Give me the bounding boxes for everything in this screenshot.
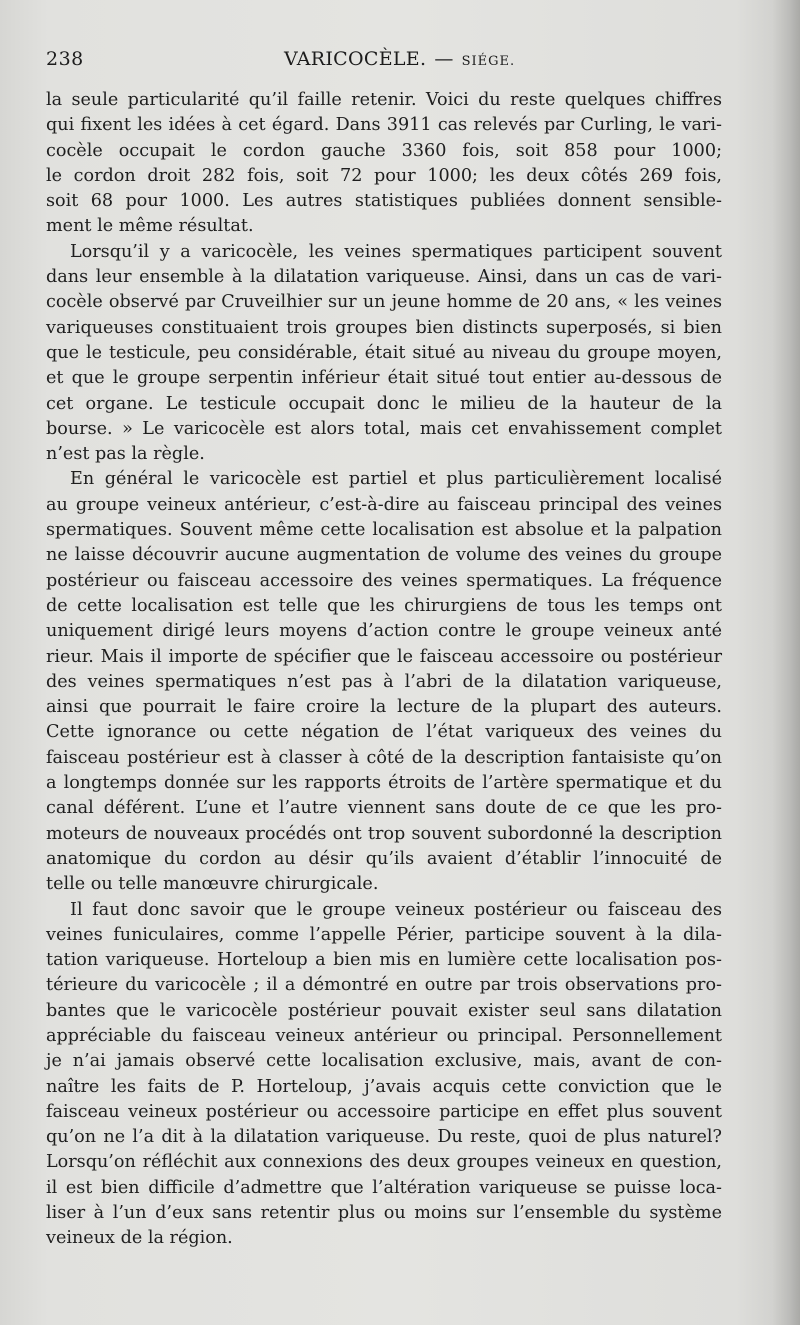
text-line: anatomique du cordon au désir qu’ils avaient d’établir l’innocuité de bbox=[46, 848, 722, 869]
text-line: ne laisse découvrir aucune augmentation de volume des veines du groupe bbox=[46, 545, 722, 566]
running-title bbox=[284, 48, 515, 70]
paragraph bbox=[46, 898, 722, 1252]
text-line: la seule particularité qu’il faille retenir. Voici du reste quelques chiffres bbox=[46, 90, 722, 110]
text-line: dans leur ensemble à la dilatation variqueuse. Ainsi, dans un cas de vari- bbox=[46, 267, 722, 288]
paragraph bbox=[46, 240, 722, 468]
text-line: appréciable du faisceau veineux antérieur ou principal. Personnellement bbox=[46, 1025, 722, 1046]
text-line: canal déférent. L’une et l’autre viennent sans doute de ce que les pro- bbox=[46, 798, 722, 819]
text-line: a longtemps donnée sur les rapports étroits de l’artère spermatique et du bbox=[46, 773, 722, 794]
text-line: Lorsqu’on réfléchit aux connexions des deux groupes veineux en question, bbox=[46, 1152, 722, 1173]
text-line: de cette localisation est telle que les chirurgiens de tous les temps ont bbox=[46, 595, 722, 616]
text-line: faisceau postérieur est à classer à côté de la description fantaisiste qu’on bbox=[46, 747, 722, 768]
paragraph bbox=[46, 467, 722, 897]
text-line: tation variqueuse. Horteloup a bien mis en lumière cette localisation pos- bbox=[46, 950, 722, 971]
text-line: En général le varicocèle est partiel et plus particulièrement localisé bbox=[70, 469, 722, 490]
text-line: postérieur ou faisceau accessoire des veines spermatiques. La fréquence bbox=[46, 570, 722, 591]
text-line: soit 68 pour 1000. Les autres statistiques publiées donnent sensible- bbox=[46, 191, 722, 212]
text-line: veines funiculaires, comme l’appelle Périer, participe souvent à la dila- bbox=[46, 924, 722, 945]
page-gutter-shadow bbox=[772, 0, 800, 1325]
page-number: 238 bbox=[46, 48, 84, 70]
running-title-separator: — bbox=[434, 48, 454, 70]
text-line: spermatiques. Souvent même cette localisation est absolue et la palpation bbox=[46, 520, 722, 541]
text-line: bourse. » Le varicocèle est alors total, mais cet envahissement complet bbox=[46, 418, 722, 439]
text-line: rieur. Mais il importe de spécifier que le faisceau accessoire ou postérieur bbox=[46, 646, 722, 667]
text-line: variqueuses constituaient trois groupes bien distincts superposés, si bien bbox=[46, 317, 722, 338]
text-line: qu’on ne l’a dit à la dilatation variqueuse. Du reste, quoi de plus naturel? bbox=[46, 1127, 722, 1148]
text-line: il est bien difficile d’admettre que l’altération variqueuse se puisse loca- bbox=[46, 1177, 722, 1198]
running-title-main: VARICOCÈLE. bbox=[284, 48, 427, 70]
text-line: des veines spermatiques n’est pas à l’abri de la dilatation variqueuse, bbox=[46, 671, 722, 692]
text-line: térieure du varicocèle ; il a démontré en outre par trois observations pro- bbox=[46, 975, 722, 996]
text-line: le cordon droit 282 fois, soit 72 pour 1000; les deux côtés 269 fois, bbox=[46, 165, 722, 186]
text-line: telle ou telle manœuvre chirurgicale. bbox=[46, 874, 379, 895]
paragraph bbox=[46, 88, 722, 240]
running-header bbox=[46, 48, 718, 78]
text-line: moteurs de nouveaux procédés ont trop souvent subordonné la description bbox=[46, 823, 722, 844]
text-line: je n’ai jamais observé cette localisation exclusive, mais, avant de con- bbox=[46, 1051, 722, 1072]
text-line: au groupe veineux antérieur, c’est-à-dire au faisceau principal des veines bbox=[46, 494, 722, 515]
text-line: n’est pas la règle. bbox=[46, 444, 205, 465]
text-line: cocèle observé par Cruveilhier sur un jeune homme de 20 ans, « les veines bbox=[46, 292, 722, 313]
text-line: et que le groupe serpentin inférieur était situé tout entier au-dessous de bbox=[46, 368, 722, 389]
text-line: cet organe. Le testicule occupait donc le milieu de la hauteur de la bbox=[46, 393, 722, 414]
text-line: cocèle occupait le cordon gauche 3360 fois, soit 858 pour 1000; bbox=[46, 140, 722, 161]
body-text bbox=[46, 88, 722, 1252]
text-line: veineux de la région. bbox=[46, 1228, 233, 1249]
running-title-subtitle: SIÉGE. bbox=[461, 54, 516, 69]
text-line: Cette ignorance ou cette négation de l’état variqueux des veines du bbox=[46, 722, 722, 743]
text-line: bantes que le varicocèle postérieur pouvait exister seul sans dilatation bbox=[46, 1000, 722, 1021]
text-line: Lorsqu’il y a varicocèle, les veines spermatiques participent souvent bbox=[70, 241, 722, 262]
text-line: ment le même résultat. bbox=[46, 216, 254, 237]
text-line: Il faut donc savoir que le groupe veineux postérieur ou faisceau des bbox=[70, 899, 722, 920]
text-line: ainsi que pourrait le faire croire la lecture de la plupart des auteurs. bbox=[46, 697, 722, 718]
text-line: liser à l’un d’eux sans retentir plus ou moins sur l’ensemble du système bbox=[46, 1203, 722, 1224]
text-line: que le testicule, peu considérable, était situé au niveau du groupe moyen, bbox=[46, 342, 722, 363]
text-line: uniquement dirigé leurs moyens d’action contre le groupe veineux anté bbox=[46, 621, 722, 642]
text-line: qui fixent les idées à cet égard. Dans 3911 cas relevés par Curling, le vari- bbox=[46, 115, 722, 136]
text-line: naître les faits de P. Horteloup, j’avais acquis cette conviction que le bbox=[46, 1076, 722, 1097]
text-line: faisceau veineux postérieur ou accessoire participe en effet plus souvent bbox=[46, 1101, 722, 1122]
